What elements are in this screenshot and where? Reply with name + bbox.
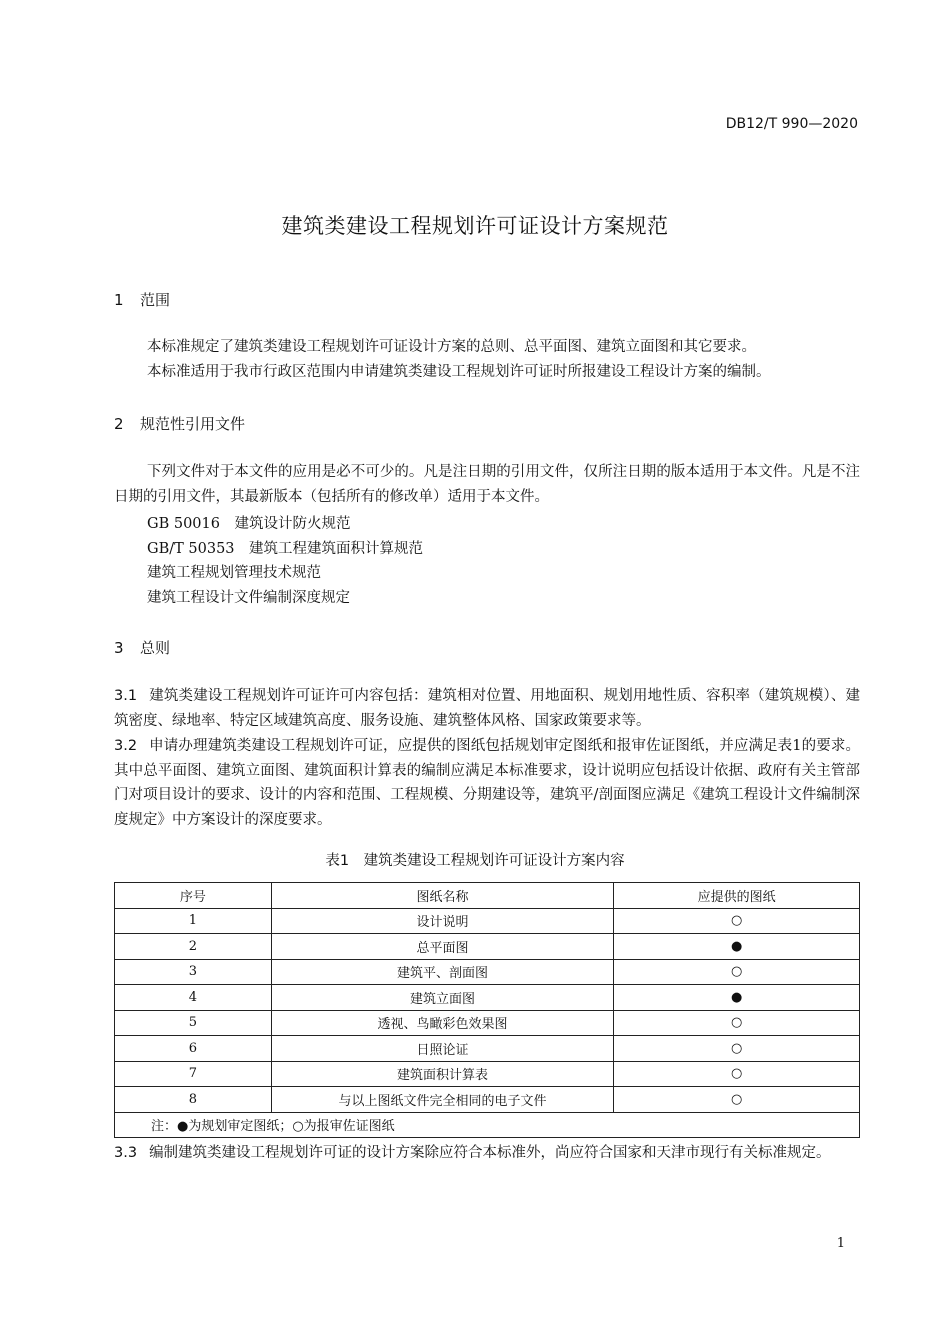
table-caption: 表1 建筑类建设工程规划许可证设计方案内容	[325, 853, 625, 869]
clause-3-2	[114, 734, 860, 832]
row-required-mark: ●	[614, 934, 860, 960]
clause-text: 编制建筑类建设工程规划许可证的设计方案除应符合本标准外，尚应符合国家和天津市现行有关标准规定。	[149, 1145, 831, 1161]
header-serial: 序号	[115, 883, 272, 909]
section-1-paragraph-2: 本标准适用于我市行政区范围内申请建筑类建设工程规划许可证时所报建设工程设计方案的编制。	[147, 364, 771, 380]
page-number: 1	[836, 1236, 845, 1251]
row-required-mark: ○	[614, 1010, 860, 1036]
row-required-mark: ○	[614, 959, 860, 985]
row-required-mark: ○	[614, 1061, 860, 1087]
table-note-row	[115, 1112, 860, 1138]
section-1-heading	[114, 289, 170, 310]
row-serial: 6	[115, 1036, 272, 1062]
row-drawing-name: 建筑平、剖面图	[271, 959, 614, 985]
table-row	[115, 985, 860, 1011]
table-row	[115, 1087, 860, 1113]
section-title: 范围	[140, 291, 171, 309]
row-serial: 4	[115, 985, 272, 1011]
section-title: 规范性引用文件	[140, 415, 246, 433]
table-header-row	[115, 883, 860, 909]
reference-item: GB/T 50353 建筑工程建筑面积计算规范	[147, 541, 424, 557]
row-serial: 1	[115, 908, 272, 934]
row-drawing-name: 设计说明	[271, 908, 614, 934]
clause-3-1	[114, 684, 860, 733]
row-required-mark: ○	[614, 1036, 860, 1062]
section-number: 2	[114, 415, 124, 433]
section-2-heading	[114, 413, 245, 434]
table-row	[115, 959, 860, 985]
clause-text: 申请办理建筑类建设工程规划许可证，应提供的图纸包括规划审定图纸和报审佐证图纸，并应满足表1的要求。其中总平面图、建筑立面图、建筑面积计算表的编制应满足本标准要求，设计说明应包括设计依据、政府有关主管部门对项目设计的要求、设计的内容和范围、工程规模、分期建设等，建筑平/剖面图应满足《建筑工程设计文件编制深度规定》中方案设计的深度要求。	[114, 738, 860, 828]
row-required-mark: ●	[614, 985, 860, 1011]
section-3-heading	[114, 637, 170, 658]
row-serial: 3	[115, 959, 272, 985]
header-required: 应提供的图纸	[614, 883, 860, 909]
reference-item: GB 50016 建筑设计防火规范	[147, 516, 351, 532]
clause-number: 3.3	[114, 1145, 138, 1161]
document-title: 建筑类建设工程规划许可证设计方案规范	[281, 214, 669, 238]
row-required-mark: ○	[614, 908, 860, 934]
row-serial: 5	[115, 1010, 272, 1036]
section-1-paragraph-1: 本标准规定了建筑类建设工程规划许可证设计方案的总则、总平面图、建筑立面图和其它要求。	[147, 339, 756, 355]
section-title: 总则	[140, 639, 171, 657]
clause-3-3	[114, 1141, 860, 1166]
section-number: 1	[114, 291, 124, 309]
table-row	[115, 1036, 860, 1062]
table-note: 注：●为规划审定图纸；○为报审佐证图纸	[115, 1112, 860, 1138]
reference-item: 建筑工程规划管理技术规范	[147, 565, 321, 581]
clause-text: 建筑类建设工程规划许可证许可内容包括：建筑相对位置、用地面积、规划用地性质、容积率（建筑规模）、建筑密度、绿地率、特定区域建筑高度、服务设施、建筑整体风格、国家政策要求等。	[114, 688, 860, 729]
standard-code: DB12/T 990—2020	[725, 116, 858, 132]
row-drawing-name: 透视、鸟瞰彩色效果图	[271, 1010, 614, 1036]
clause-number: 3.1	[114, 688, 138, 704]
row-drawing-name: 建筑立面图	[271, 985, 614, 1011]
table-row	[115, 908, 860, 934]
section-number: 3	[114, 639, 124, 657]
drawings-table	[114, 882, 860, 1138]
row-serial: 8	[115, 1087, 272, 1113]
row-drawing-name: 总平面图	[271, 934, 614, 960]
row-drawing-name: 建筑面积计算表	[271, 1061, 614, 1087]
table-row	[115, 1010, 860, 1036]
row-serial: 2	[115, 934, 272, 960]
row-serial: 7	[115, 1061, 272, 1087]
table-row	[115, 934, 860, 960]
section-2-intro: 下列文件对于本文件的应用是必不可少的。凡是注日期的引用文件，仅所注日期的版本适用于本文件。凡是不注日期的引用文件，其最新版本（包括所有的修改单）适用于本文件。	[114, 464, 860, 505]
clause-number: 3.2	[114, 738, 138, 754]
row-required-mark: ○	[614, 1087, 860, 1113]
row-drawing-name: 日照论证	[271, 1036, 614, 1062]
header-drawing-name: 图纸名称	[271, 883, 614, 909]
row-drawing-name: 与以上图纸文件完全相同的电子文件	[271, 1087, 614, 1113]
reference-item: 建筑工程设计文件编制深度规定	[147, 590, 350, 606]
table-row	[115, 1061, 860, 1087]
